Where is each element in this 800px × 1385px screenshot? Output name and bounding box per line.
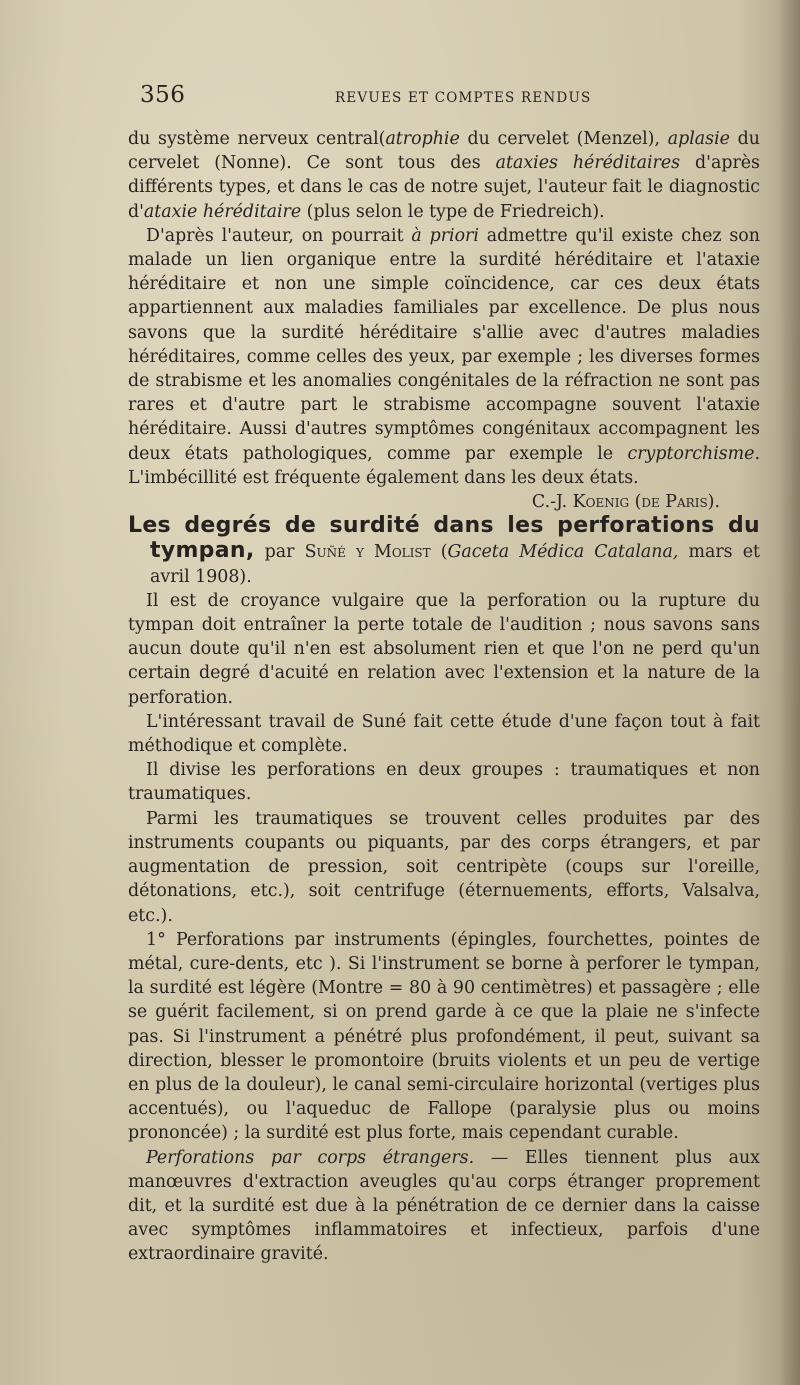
italic-term: aplasie — [667, 129, 730, 149]
italic-term: ataxie héréditaire — [143, 201, 302, 222]
page-edge-shadow — [778, 0, 800, 1385]
paragraph-3: Il est de croyance vulgaire que la perforation ou la rupture du tympan doit entraîner la perte totale de l'audition ; nous savons sans aucun doute qu'il n'en est absolument rien et que l'on ne perd qu'un certain degré d'acuité en relation avec l'extension et la nature de la perforation. — [128, 590, 760, 708]
journal-name: Gaceta Médica Catalana, — [447, 542, 679, 563]
section-heading: Les degrés de surdité dans les perforations du tympan, par Suñé y Molist (Gaceta Médica Catalana, mars et avril 1908). — [128, 513, 760, 587]
paragraph-7: 1° Perforations par instruments (épingles, fourchettes, pointes de métal, cure-dents, etc ). Si l'instrument se borne à perforer le tympan, la surdité est légère (Montre = 80 à 90 centimètres) et passagère ; elle se guérit facilement, si on prend garde à ce que la plaie ne s'infecte pas. Si l'instrument a pénétré plus profondément, il peut, suivant sa direction, blesser le promontoire (bruits violents et un peu de vertige en plus de la douleur), le canal semi-circulaire horizontal (vertiges plus accentués), ou l'aqueduc de Fallope (paralysie plus ou moins prononcée) ; la surdité est plus forte, mais cependant curable. — [128, 929, 760, 1144]
signature: C.-J. Koenig (de Paris). — [531, 492, 720, 513]
running-header — [140, 82, 760, 112]
author-name: Suñé y Molist — [304, 542, 431, 563]
italic-term: à priori — [411, 225, 479, 246]
italic-subheading: Perforations par corps étrangers. — [146, 1147, 475, 1168]
paragraph-4: L'intéressant travail de Suné fait cette étude d'une façon tout à fait méthodique et complète. — [128, 711, 760, 757]
section-title: Les degrés de surdité dans les perforations du tympan, — [128, 513, 760, 564]
text-body — [128, 127, 760, 1267]
paragraph-1: du système nerveux central(atrophie du cervelet (Menzel), aplasie du cervelet (Nonne). Ce sont tous des ataxies héréditaires d'après différents types, et dans le cas de notre sujet, l'auteur fait le diagnostic d'ataxie héréditaire (plus selon le type de Friedreich). — [128, 129, 760, 222]
running-title: REVUES ET COMPTES RENDUS — [335, 90, 592, 106]
paragraph-6: Parmi les traumatiques se trouvent celles produites par des instruments coupants ou piquants, par des corps étrangers, et par augmentation de pression, soit centripète (coups sur l'oreille, détonations, etc.), soit centrifuge (éternuements, efforts, Valsalva, etc.). — [128, 808, 760, 926]
paragraph-5: Il divise les perforations en deux groupes : traumatiques et non traumatiques. — [128, 760, 760, 805]
italic-term: ataxies héréditaires — [495, 153, 681, 174]
page-number: 356 — [140, 82, 186, 108]
paragraph-2: D'après l'auteur, on pourrait à priori admettre qu'il existe chez son malade un lien organique entre la surdité héréditaire et l'ataxie héréditaire et non une simple coïncidence, car ces deux états appartiennent aux maladies familiales par excellence. De plus nous savons que la surdité héréditaire s'allie avec d'autres maladies héréditaires, comme celles des yeux, par exemple ; les diverses formes de strabisme et les anomalies congénitales de la réfraction ne sont pas rares et d'autre part le strabisme accompagne souvent l'ataxie héréditaire. Aussi d'autres symptômes congénitaux accompagnent les deux états pathologiques, comme par exemple le cryptorchisme. L'imbécillité est fréquente également dans les deux états. — [128, 225, 760, 488]
italic-term: cryptorchisme — [627, 443, 755, 464]
paragraph-8: Perforations par corps étrangers. — Elles tiennent plus aux manœuvres d'extraction aveugles qu'au corps étranger proprement dit, et la surdité est due à la pénétration de ce dernier dans la caisse avec symptômes inflammatoires et infectieux, parfois d'une extraordinaire gravité. — [128, 1147, 760, 1265]
italic-term: atrophie — [385, 129, 460, 149]
